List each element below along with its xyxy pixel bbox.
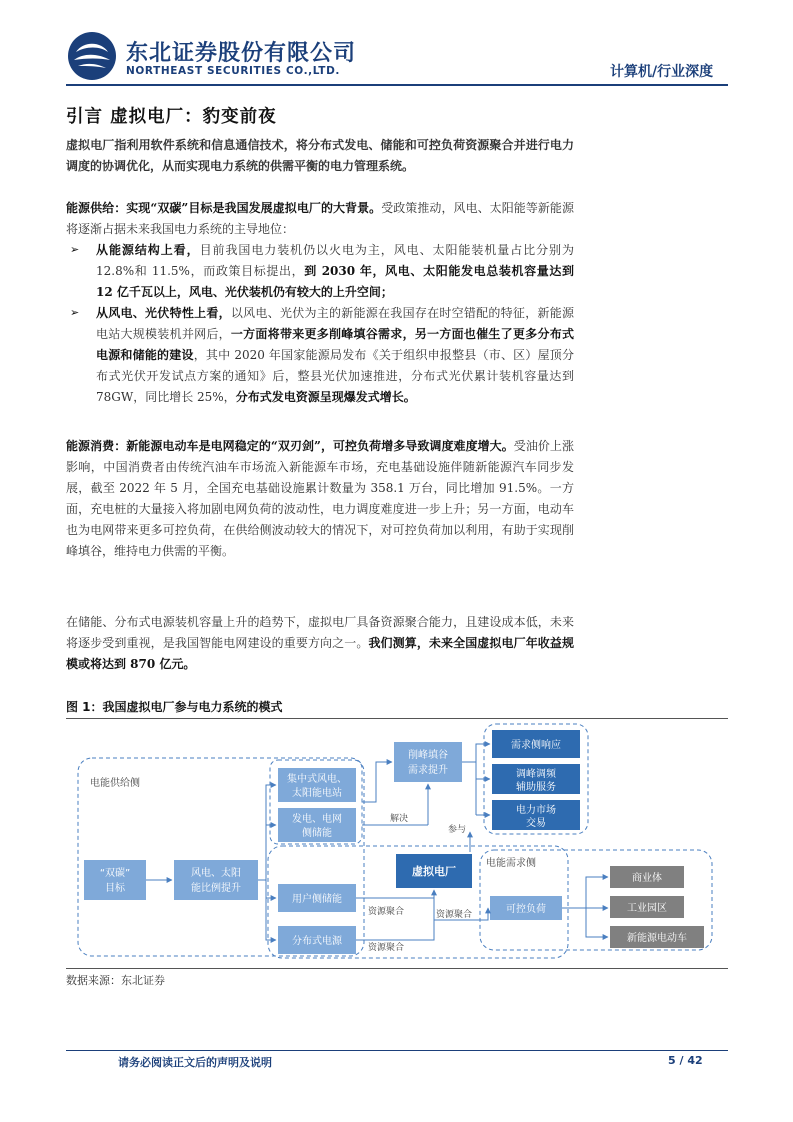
grid-storage-line1: 发电、电网 xyxy=(292,814,342,825)
double-carbon-line1: “双碳” xyxy=(99,868,131,879)
participate-label: 参与 xyxy=(448,825,467,835)
vpp-diagram xyxy=(66,720,728,968)
bullet-arrow-icon: ➢ xyxy=(70,243,80,256)
conclusion-block xyxy=(66,612,574,675)
intro-text: 虚拟电厂指利用软件系统和信息通信技术，将分布式发电、储能和可控负荷资源聚合并进行电力调度的协调优化，从而实现电力系统的供需平衡的电力管理系统。 xyxy=(66,138,574,173)
grid-storage-line2: 侧储能 xyxy=(302,828,332,839)
ratio-line1: 风电、太阳 xyxy=(191,868,241,879)
demand-side-label: 电能需求侧 xyxy=(486,858,536,869)
conclusion-text: 在储能、分布式电源装机容量上升的趋势下，虚拟电厂具备资源聚合能力，且建设成本低，未来将逐步受到重视，是我国智能电网建设的重要方向之一。 xyxy=(66,615,574,650)
intro-block xyxy=(66,135,574,177)
demand-response-label: 需求侧响应 xyxy=(511,740,561,751)
ratio-box xyxy=(174,860,258,900)
logo-icon xyxy=(66,30,118,82)
user-storage-label: 用户侧储能 xyxy=(292,894,342,905)
b2-bold: 从风电、光伏特性上看， xyxy=(96,306,231,320)
vpp-label: 虚拟电厂 xyxy=(412,865,456,878)
header-rule xyxy=(66,84,728,86)
peak-line2: 需求提升 xyxy=(408,765,448,776)
market-line2: 交易 xyxy=(526,818,546,829)
consume-rest: 受油价上涨影响，中国消费者由传统汽油车市场流入新能源车市场，充电基础设施伴随新能源汽车同步发展，截至 2022 年 5 月，全国充电基础设施累计数量为 358.1 万台，同比增加 91.5%。一方面，充电桩的大量接入将加剧电网负荷的波动性，电力调度难度进一步上升；另一方面，电动车也为电网带来更多可控负荷，在供给侧波动较大的情况下，对可控负荷加以利用，有助于实现削峰填谷，维持电力供需的平衡。 xyxy=(66,439,574,558)
regulation-line1: 调峰调频 xyxy=(516,769,556,780)
footer-rule xyxy=(66,1050,728,1051)
figure-title: 图 1：我国虚拟电厂参与电力系统的模式 xyxy=(66,700,283,714)
b2-text2: ，其中 2020 年国家能源局发布《关于组织申报整县（市、区）屋顶分布式光伏开发试点方案的通知》后，整县光伏加速推进，分布式光伏累计装机容量达到 78GW，同比增长 25%， xyxy=(96,348,574,404)
data-source: 数据来源：东北证券 xyxy=(66,974,165,987)
consume-lead: 能源消费：新能源电动车是电网稳定的“双刃剑”，可控负荷增多导致调度难度增大。 xyxy=(66,439,514,453)
b1-bold: 从能源结构上看， xyxy=(96,243,200,257)
ratio-line2: 能比例提升 xyxy=(191,883,241,894)
solve-label: 解决 xyxy=(390,814,409,824)
distributed-label: 分布式电源 xyxy=(292,936,342,947)
report-category: 计算机/行业深度 xyxy=(610,64,714,80)
regulation-line2: 辅助服务 xyxy=(516,782,556,793)
commercial-label: 商业体 xyxy=(632,873,662,884)
agg2-label: 资源聚合 xyxy=(436,910,473,920)
central-wind-line1: 集中式风电、 xyxy=(287,774,347,785)
b1-text: 目前我国电力装机仍以火电为主，风电、太阳能装机量占比分别为 12.8%和 11.5%，而政策目标提出， xyxy=(96,243,574,278)
market-line1: 电力市场 xyxy=(516,805,556,816)
industrial-label: 工业园区 xyxy=(627,903,667,914)
supply-bullet-2 xyxy=(96,303,574,408)
footer-notice: 请务必阅读正文后的声明及说明 xyxy=(118,1056,272,1069)
company-name-cn: 东北证券股份有限公司 xyxy=(126,41,357,66)
b2-bold3: 分布式发电资源呈现爆发式增长。 xyxy=(235,390,416,404)
bullet-arrow-icon: ➢ xyxy=(70,306,80,319)
company-name-en: NORTHEAST SECURITIES CO.,LTD. xyxy=(126,65,340,77)
section-title: 引言 虚拟电厂：豹变前夜 xyxy=(66,107,277,127)
double-carbon-line2: 目标 xyxy=(105,883,125,894)
consume-block xyxy=(66,436,574,562)
supply-side-label: 电能供给侧 xyxy=(90,778,140,789)
b2-bold2: 一方面将带来更多削峰填谷需求，另一方面也催生了更多分布式电源和储能的建设 xyxy=(96,327,574,362)
supply-block xyxy=(66,198,574,240)
peak-box xyxy=(394,742,462,782)
supply-rest: 受政策推动，风电、太阳能等新能源将逐渐占据未来我国电力系统的主导地位： xyxy=(66,201,574,236)
controllable-label: 可控负荷 xyxy=(506,904,546,915)
conclusion-bold: 我们测算，未来全国虚拟电厂年收益规模或将达到 870 亿元。 xyxy=(66,636,574,671)
agg1-label: 资源聚合 xyxy=(368,907,405,917)
page-number: 5 / 42 xyxy=(668,1054,703,1067)
company-logo xyxy=(66,30,118,82)
figure-rule-top xyxy=(66,718,728,719)
supply-bullet-1 xyxy=(96,240,574,303)
b1-bold2: 到 2030 年，风电、太阳能发电总装机容量达到 12 亿千瓦以上，风电、光伏装机仍有较大的上升空间； xyxy=(96,264,574,299)
supply-lead: 能源供给：实现“双碳”目标是我国发展虚拟电厂的大背景。 xyxy=(66,201,382,215)
figure-rule-bottom xyxy=(66,968,728,969)
agg3-label: 资源聚合 xyxy=(368,943,405,953)
double-carbon-box xyxy=(84,860,146,900)
ev-label: 新能源电动车 xyxy=(627,933,687,944)
peak-line1: 削峰填谷 xyxy=(408,750,448,761)
central-wind-line2: 太阳能电站 xyxy=(292,788,342,799)
b2-text: 以风电、光伏为主的新能源在我国存在时空错配的特征，新能源电站大规模装机并网后， xyxy=(96,306,574,341)
